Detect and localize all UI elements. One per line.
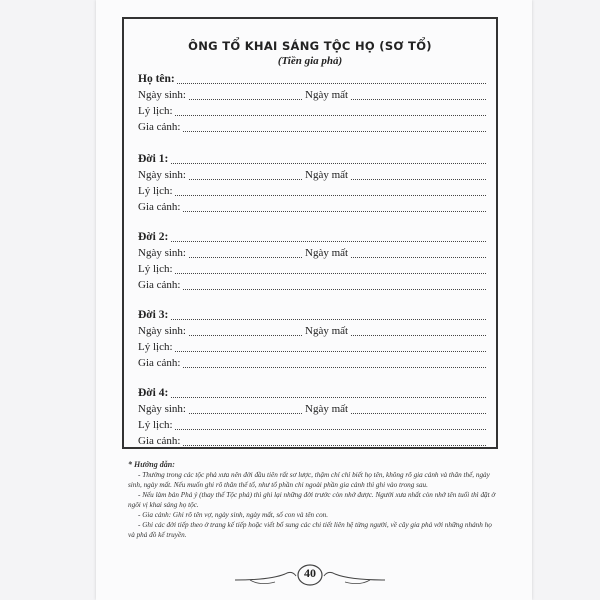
bio-line[interactable]: [138, 183, 486, 199]
family-line[interactable]: [138, 119, 486, 135]
instructions-heading: * Hướng dẫn:: [128, 460, 175, 469]
page-number: 40: [304, 566, 316, 580]
generation-section: [138, 385, 486, 449]
dotted-line: [138, 367, 486, 368]
dotted-line: [138, 289, 486, 290]
family-line[interactable]: [138, 433, 486, 449]
birth-death-line[interactable]: [138, 87, 486, 103]
birth-death-line[interactable]: [138, 167, 486, 183]
generation-section: [138, 151, 486, 215]
name-label: Đời 4:: [138, 387, 169, 399]
bio-label: Lý lịch:: [138, 105, 173, 117]
bio-label: Lý lịch:: [138, 341, 173, 353]
bio-line[interactable]: [138, 103, 486, 119]
birth-death-line[interactable]: [138, 245, 486, 261]
dotted-line: [138, 163, 486, 164]
dotted-line: [138, 195, 486, 196]
instruction-paragraph: - Nếu làm bản Phả ý (thay thế Tộc phả) thì ghi lại những đời trước còn nhớ được. Người xưa nhất còn nhớ tên tuổi thì đặt ở ngôi vị khai sáng họ tộc.: [128, 491, 496, 509]
death-label: Ngày mất: [305, 403, 349, 415]
bio-label: Lý lịch:: [138, 419, 173, 431]
birth-death-line[interactable]: [138, 401, 486, 417]
instruction-paragraph: - Gia cảnh: Ghi rõ tên vợ, ngày sinh, ngày mất, số con và tên con.: [138, 511, 329, 519]
name-label: Đời 3:: [138, 309, 169, 321]
dotted-line: [138, 83, 486, 84]
bio-line[interactable]: [138, 261, 486, 277]
family-label: Gia cảnh:: [138, 121, 181, 133]
family-line[interactable]: [138, 277, 486, 293]
bio-line[interactable]: [138, 417, 486, 433]
generation-section: [138, 307, 486, 371]
family-line[interactable]: [138, 199, 486, 215]
form-subtitle: (Tiền gia phả): [277, 55, 343, 67]
birth-label: Ngày sinh:: [138, 169, 186, 181]
dotted-line: [138, 211, 486, 212]
name-line[interactable]: [138, 71, 486, 87]
birth-label: Ngày sinh:: [138, 89, 186, 101]
name-line[interactable]: [138, 229, 486, 245]
birth-label: Ngày sinh:: [138, 403, 186, 415]
dotted-line: [138, 241, 486, 242]
name-label: Đời 2:: [138, 231, 169, 243]
birth-label: Ngày sinh:: [138, 325, 186, 337]
generation-section: [138, 71, 486, 135]
name-label: Họ tên:: [138, 73, 175, 85]
instruction-paragraph: - Thường trong các tộc phả xưa nên đời đầu tiên rất sơ lược, thậm chí chỉ biết họ tên, không rõ gia cảnh và thân thế, ngày sinh, ngày mất. Nếu muốn ghi rõ thân thế tổ, như tổ phần chi ngoài phần gia cảnh thì ghi vào trong sau.: [128, 471, 490, 489]
dotted-line: [138, 351, 486, 352]
dotted-line: [138, 397, 486, 398]
dotted-line: [138, 319, 486, 320]
bio-label: Lý lịch:: [138, 263, 173, 275]
name-line[interactable]: [138, 385, 486, 401]
birth-death-line[interactable]: [138, 323, 486, 339]
form-title: ÔNG TỔ KHAI SÁNG TỘC HỌ (SƠ TỔ): [188, 39, 432, 53]
family-line[interactable]: [138, 355, 486, 371]
dotted-line: [138, 273, 486, 274]
genealogy-form-frame: [122, 17, 498, 449]
death-label: Ngày mất: [305, 89, 349, 101]
dotted-line: [138, 429, 486, 430]
birth-label: Ngày sinh:: [138, 247, 186, 259]
instruction-paragraph: - Ghi các đời tiếp theo ở trang kế tiếp hoặc viết bổ sung các chi tiết liên hệ từng người, về cây gia phả với những nhánh họ và phả đồ kế truyền.: [128, 521, 492, 539]
instructions: [128, 460, 496, 540]
family-label: Gia cảnh:: [138, 357, 181, 369]
family-label: Gia cảnh:: [138, 201, 181, 213]
death-label: Ngày mất: [305, 169, 349, 181]
bio-line[interactable]: [138, 339, 486, 355]
family-label: Gia cảnh:: [138, 279, 181, 291]
bio-label: Lý lịch:: [138, 185, 173, 197]
dotted-line: [138, 131, 486, 132]
name-line[interactable]: [138, 151, 486, 167]
name-line[interactable]: [138, 307, 486, 323]
generation-section: [138, 229, 486, 293]
name-label: Đời 1:: [138, 153, 169, 165]
family-label: Gia cảnh:: [138, 435, 181, 447]
death-label: Ngày mất: [305, 325, 349, 337]
dotted-line: [138, 115, 486, 116]
death-label: Ngày mất: [305, 247, 349, 259]
dotted-line: [138, 445, 486, 446]
